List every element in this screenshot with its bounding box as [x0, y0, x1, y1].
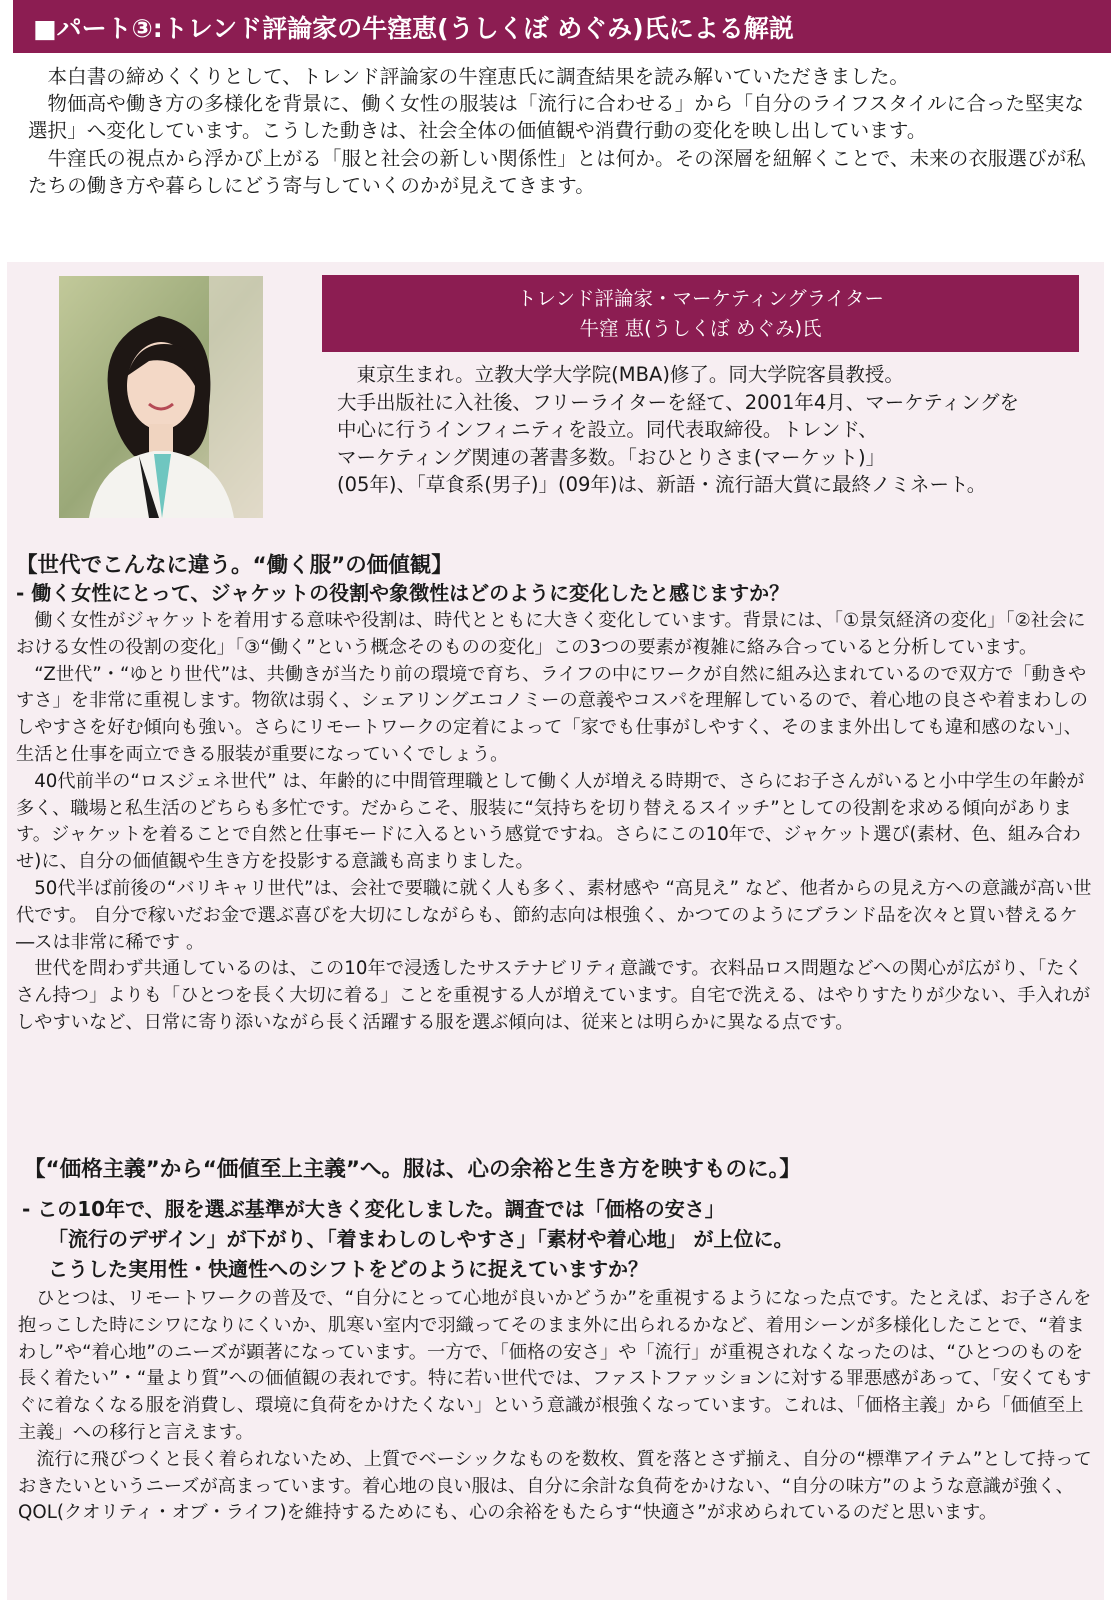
- answer-paragraph: “Z世代”・“ゆとり世代”は、共働きが当たり前の環境で育ち、ライフの中にワークが自然に組み込まれているので双方で「動きやすさ」を非常に重視します。物欲は弱く、シェアリングエコノミーの意義やコスパを理解しているので、着心地の良さや着まわしのしやすさを好む傾向も強い。さらにリモートワークの定着によって「家でも仕事がしやすく、そのまま外出しても違和感のない」、生活と仕事を両立できる服装が重要になっていくでしょう。: [16, 663, 1089, 765]
- intro-paragraph: 牛窪氏の視点から浮かび上がる「服と社会の新しい関係性」とは何か。その深層を紐解くことで、未来の衣服選びが私たちの働き方や暮らしにどう寄与していくのかが見えてきます。: [28, 146, 1086, 197]
- profile-bio: [337, 361, 1097, 499]
- profile-role: トレンド評論家・マーケティングライター: [516, 287, 885, 310]
- answer-text: [18, 1286, 1094, 1527]
- bio-line: 東京生まれ。立教大学大学院(MBA)修了。同大学院客員教授。: [356, 363, 904, 386]
- answer-paragraph: ひとつは、リモートワークの普及で、“自分にとって心地が良いかどうか”を重視するようになった点です。たとえば、お子さんを抱っこした時にシワになりにくいか、肌寒い室内で羽織ってそのまま外に出られるかなど、着用シーンが多様化したことで、“着まわし”や“着心地”のニーズが顕著になっています。一方で、「価格の安さ」や「流行」が重視されなくなったのは、“ひとつのものを長く着たい”・“量より質”への価値観の表れです。特に若い世代では、ファストファッションに対する罪悪感があって、「安くてもすぐに着なくなる服を消費し、環境に負荷をかけたくない」という意識が根強くなっています。これは、「価格主義」から「価値至上主義」への移行と言えます。: [18, 1288, 1092, 1443]
- intro-paragraph: 物価高や働き方の多様化を背景に、働く女性の服装は「流行に合わせる」から「自分のライフスタイルに合った堅実な選択」へ変化しています。こうした動きは、社会全体の価値観や消費行動の変化を映し出しています。: [28, 92, 1084, 143]
- profile-name: 牛窪 恵(うしくぼ めぐみ)氏: [579, 317, 822, 340]
- question-line: - 働く女性にとって、ジャケットの役割や象徴性はどのように変化したと感じますか？: [16, 581, 790, 605]
- answer-paragraph: 世代を問わず共通しているのは、この10年で浸透したサステナビリティ意識です。衣料品ロス問題などへの関心が広がり、「たくさん持つ」よりも「ひとつを長く大切に着る」ことを重視する人が増えています。自宅で洗える、はやりすたりが少ない、手入れがしやすいなど、日常に寄り添いながら長く活躍する服を選ぶ傾向は、従来とは明らかに異なる点です。: [16, 958, 1091, 1033]
- question-line: - この10年で、服を選ぶ基準が大きく変化しました。調査では「価格の安さ」: [22, 1197, 725, 1221]
- section-heading: 【“価格主義”から“価値至上主義”へ。服は、心の余裕と生き方を映すものに。】: [24, 1157, 801, 1182]
- profile-photo: [59, 276, 263, 518]
- question-line: 「流行のデザイン」が下がり、「着まわしのしやすさ」「素材や着心地」 が上位に。: [48, 1227, 794, 1251]
- question-line: こうした実用性・快適性へのシフトをどのように捉えていますか？: [48, 1257, 648, 1281]
- section-heading: 【世代でこんなに違う。“働く服”の価値観】: [16, 553, 453, 578]
- answer-paragraph: 40代前半の“ロスジェネ世代” は、年齢的に中間管理職として働く人が増える時期で、さらにお子さんがいると小中学生の年齢が多く、職場と私生活のどちらも多忙です。だからこそ、服装に“気持ちを切り替えるスイッチ”としての役割を求める傾向があります。ジャケットを着ることで自然と仕事モードに入るという感覚ですね。さらにこの10年で、ジャケット選び(素材、色、組み合わせ)に、自分の価値観や生き方を投影する意識も高まりました。: [16, 770, 1085, 873]
- answer-text: [16, 608, 1094, 1037]
- page-title: ■パート③:トレンド評論家の牛窪恵(うしくぼ めぐみ)氏による解説: [13, 0, 1111, 53]
- answer-paragraph: 流行に飛びつくと長く着られないため、上質でベーシックなものを数枚、質を落とさず揃え、自分の“標準アイテム”として持っておきたいというニーズが高まっています。着心地の良い服は、自分に余計な負荷をかけない、“自分の味方”のような意識が強く、QOL(クオリティ・オブ・ライフ)を維持するためにも、心の余裕をもたらす“快適さ”が求められているのだと思います。: [18, 1448, 1092, 1524]
- profile-title-band: [322, 275, 1079, 352]
- bio-line: マーケティング関連の著書多数。「おひとりさま(マーケット)」: [337, 445, 886, 469]
- answer-paragraph: 働く女性がジャケットを着用する意味や役割は、時代とともに大きく変化しています。背景には、「①景気経済の変化」「②社会における女性の役割の変化」「③“働く”という概念そのものの変化」この3つの要素が複雑に絡み合っていると分析しています。: [16, 610, 1086, 658]
- interview-question: [22, 1194, 794, 1284]
- interview-question: [16, 578, 789, 608]
- intro-paragraph: 本白書の締めくくりとして、トレンド評論家の牛窪恵氏に調査結果を読み解いていただきました。: [47, 65, 910, 88]
- answer-paragraph: 50代半ば前後の“バリキャリ世代”は、会社で要職に就く人も多く、素材感や “高見え” など、他者からの見え方への意識が高い世代です。 自分で稼いだお金で選ぶ喜びを大切にしながらも、節約志向は根強く、かつてのようにブランド品を次々と買い替えるケ―スは非常に稀です 。: [16, 877, 1092, 953]
- bio-line: 中心に行うインフィニティを設立。同代表取締役。トレンド、: [337, 418, 878, 441]
- bio-line: (05年)、「草食系(男子)」(09年)は、新語・流行語大賞に最終ノミネート。: [337, 473, 987, 496]
- bio-line: 大手出版社に入社後、フリーライターを経て、2001年4月、マーケティングを: [337, 390, 1019, 414]
- intro-text: [28, 63, 1093, 199]
